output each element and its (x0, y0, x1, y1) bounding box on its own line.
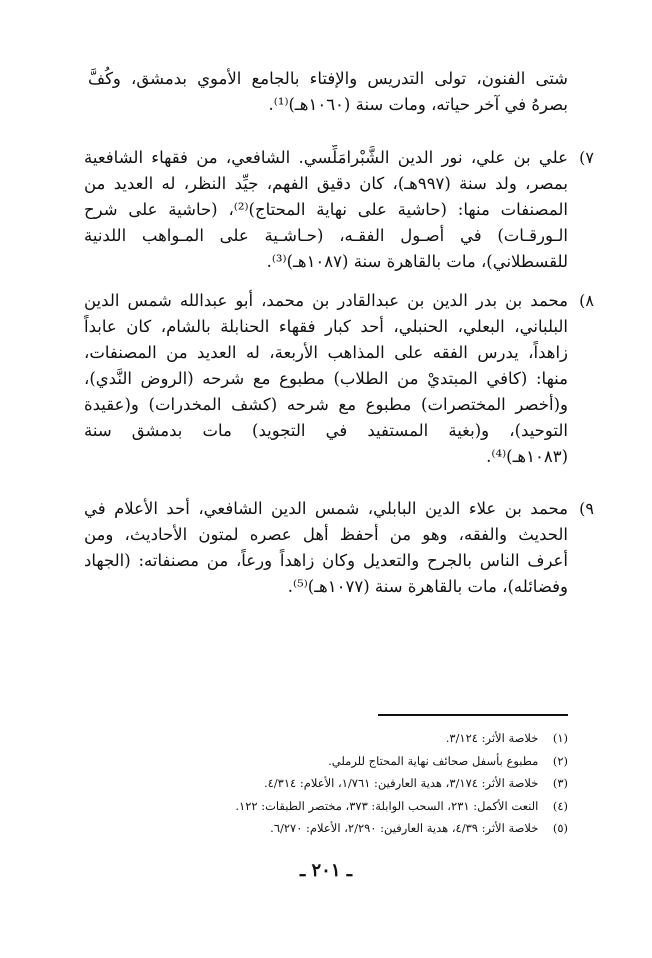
entry-number: ٧) (579, 148, 594, 167)
footnote-text: خلاصة الأثر: ٣/١٧٤، هدية العارفين: ١/٧٦١، الأعلام: ٤/٣١٤. (263, 776, 539, 790)
text-line: الـورقـات) في أصـول الفقـه، (حـاشـية على المـواهب اللدنية (84, 226, 568, 245)
footnote-text: مطبوع بأسفل صحائف نهاية المحتاج للرملي. (328, 754, 539, 768)
footnote-2 (68, 751, 568, 771)
text-line: زاهداً، يدرس الفقه على المذاهب الأربعة، له العديد من المصنفات، (84, 343, 568, 362)
text-line: الحديث والفقه، وهو من أحفظ أهل عصره لمتون الأحاديث، ومن (84, 525, 568, 544)
footnote-3 (68, 773, 568, 793)
entry-body (84, 288, 568, 470)
text-line: بصرهُ في آخر حياته، ومات سنة (١٠٦٠هـ)⁽¹⁾. (268, 95, 568, 114)
text-line: المصنفات منها: (حاشية على نهاية المحتاج)⁽²⁾، (حاشية على شرح (84, 200, 568, 219)
text-line: أعرف الناس بالجرح والتعديل وكان زاهداً ورعاً، من مصنفاته: (الجهاد (84, 551, 568, 570)
footnote-number: (١) (552, 731, 568, 745)
footnote-number: (٤) (552, 799, 568, 813)
text-line: و(أخصر المختصرات) مطبوع مع شرحه (كشف المخدرات) و(عقيدة (84, 395, 568, 414)
text-line: محمد بن علاء الدين البابلي، شمس الدين الشافعي، أحد الأعلام في (84, 499, 568, 518)
footnote-number: (٣) (552, 776, 568, 790)
text-line: منها: (كافي المبتديْ من الطلاب) مطبوع مع شرحه (الروض النَّدي)، (84, 369, 568, 388)
text-line: وفضائله)، مات بالقاهرة سنة (١٠٧٧هـ)⁽⁵⁾. (287, 577, 568, 596)
footnote-divider (378, 714, 568, 716)
entry-body (84, 145, 568, 275)
text-line: (١٠٨٣هـ)⁽⁴⁾. (486, 447, 568, 466)
footnote-number: (٥) (552, 821, 568, 835)
footnote-text: خلاصة الأثر: ٣/١٢٤. (445, 731, 539, 745)
entry-body (84, 496, 568, 600)
footnote-number: (٢) (552, 754, 568, 768)
text-line: التوحيد)، و(بغية المستفيد في التجويد) مات بدمشق سنة (84, 421, 568, 440)
text-line: محمد بن بدر الدين بن عبدالقادر بن محمد، أبو عبدالله شمس الدين (84, 291, 568, 310)
text-line: شتى الفنون، تولى التدريس والإفتاء بالجامع الأموي بدمشق، وكُفَّ (88, 69, 568, 88)
text-line: علي بن علي، نور الدين الشَّبْرامَلِّسي. الشافعي، من فقهاء الشافعية (84, 148, 568, 167)
footnote-5 (68, 818, 568, 838)
entry-number: ٩) (579, 499, 594, 518)
footnote-text: النعت الأكمل: ٢٣١، السحب الوابلة: ٣٧٣، مختصر الطبقات: ١٢٢. (235, 799, 539, 813)
footnote-1 (68, 728, 568, 748)
text-line: بمصر، ولد سنة (٩٩٧هـ)، كان دقيق الفهم، جيِّد النظر، له العديد من (84, 174, 568, 193)
footnote-4 (68, 796, 568, 816)
entry-number: ٨) (579, 291, 594, 310)
text-line: للقسطلاني)، مات بالقاهرة سنة (١٠٨٧هـ)⁽³⁾. (266, 252, 568, 271)
intro-paragraph (88, 66, 568, 118)
page-number: ـ ٢٠١ ـ (299, 860, 353, 881)
text-line: البلباني، البعلي، الحنبلي، أحد كبار فقهاء الحنابلة بالشام، كان عابداً (84, 317, 568, 336)
footnote-text: خلاصة الأثر: ٤/٣٩، هدية العارفين: ٢/٢٩٠، الأعلام: ٦/٢٧٠. (270, 821, 539, 835)
